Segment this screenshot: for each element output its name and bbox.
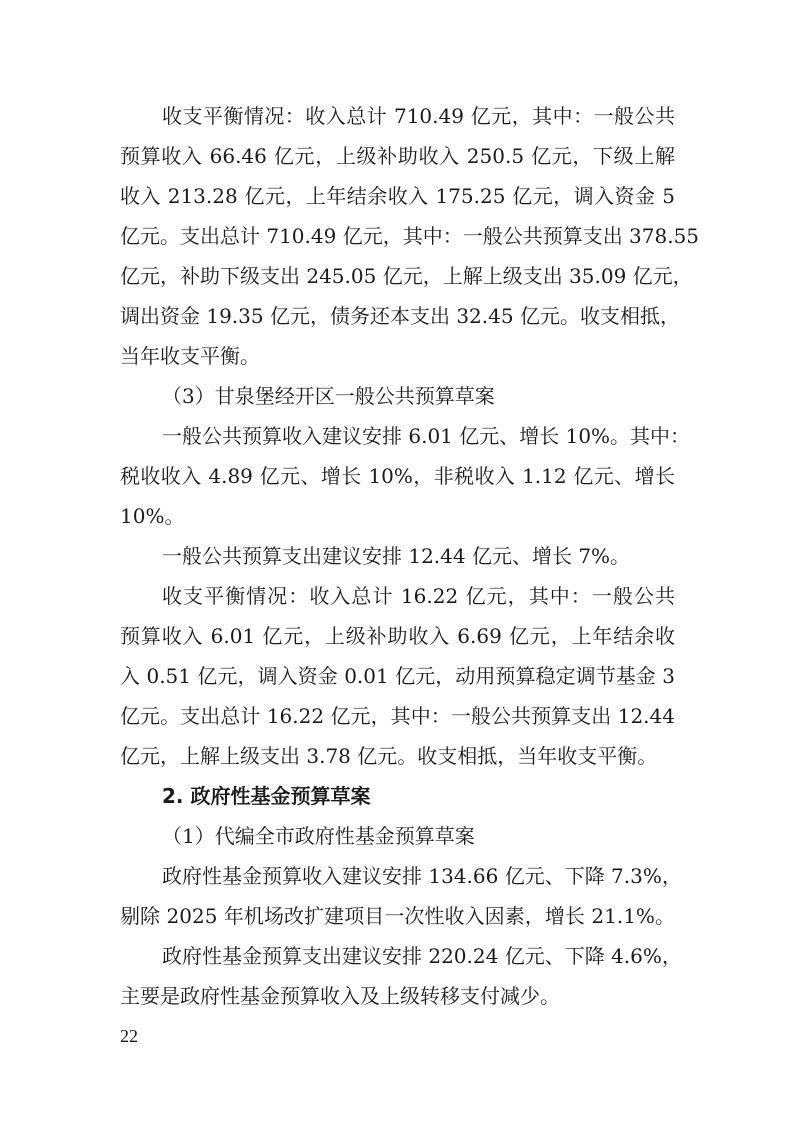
- section-subheading: （1）代编全市政府性基金预算草案: [162, 824, 475, 848]
- paragraph-line: 剔除 2025 年机场改扩建项目一次性收入因素，增长 21.1%。: [120, 904, 675, 928]
- paragraph-line: 收支平衡情况：收入总计 710.49 亿元，其中：一般公共: [162, 104, 675, 128]
- paragraph-line: 入 0.51 亿元，调入资金 0.01 亿元，动用预算稳定调节基金 3: [120, 664, 675, 688]
- section-subheading: （3）甘泉堡经开区一般公共预算草案: [162, 384, 495, 408]
- paragraph-line: 税收收入 4.89 亿元、增长 10%，非税收入 1.12 亿元、增长: [120, 464, 675, 488]
- paragraph-line: 亿元，上解上级支出 3.78 亿元。收支相抵，当年收支平衡。: [120, 744, 658, 768]
- paragraph-line: 当年收支平衡。: [120, 344, 260, 368]
- paragraph-line: 调出资金 19.35 亿元，债务还本支出 32.45 亿元。收支相抵，: [120, 304, 680, 328]
- page-number: 22: [120, 1026, 138, 1046]
- paragraph-line: 主要是政府性基金预算收入及上级转移支付减少。: [120, 984, 560, 1008]
- paragraph-line: 收支平衡情况：收入总计 16.22 亿元，其中：一般公共: [162, 584, 675, 608]
- paragraph-line: 一般公共预算支出建议安排 12.44 亿元、增长 7%。: [162, 544, 631, 568]
- paragraph-line: 预算收入 6.01 亿元，上级补助收入 6.69 亿元，上年结余收: [120, 624, 675, 648]
- paragraph-line: 政府性基金预算支出建议安排 220.24 亿元、下降 4.6%，: [162, 944, 682, 968]
- paragraph-line: 亿元。支出总计 16.22 亿元，其中：一般公共预算支出 12.44: [120, 704, 675, 728]
- paragraph-line: 一般公共预算收入建议安排 6.01 亿元、增长 10%。其中：: [162, 424, 691, 448]
- paragraph-line: 预算收入 66.46 亿元，上级补助收入 250.5 亿元，下级上解: [120, 144, 675, 168]
- paragraph-line: 亿元。支出总计 710.49 亿元，其中：一般公共预算支出 378.55: [120, 224, 700, 248]
- paragraph-line: 政府性基金预算收入建议安排 134.66 亿元、下降 7.3%，: [162, 864, 682, 888]
- section-heading: 2. 政府性基金预算草案: [162, 784, 371, 808]
- paragraph-line: 10%。: [120, 504, 185, 528]
- paragraph-line: 亿元，补助下级支出 245.05 亿元，上解上级支出 35.09 亿元，: [120, 264, 693, 288]
- paragraph-line: 收入 213.28 亿元，上年结余收入 175.25 亿元，调入资金 5: [120, 184, 675, 208]
